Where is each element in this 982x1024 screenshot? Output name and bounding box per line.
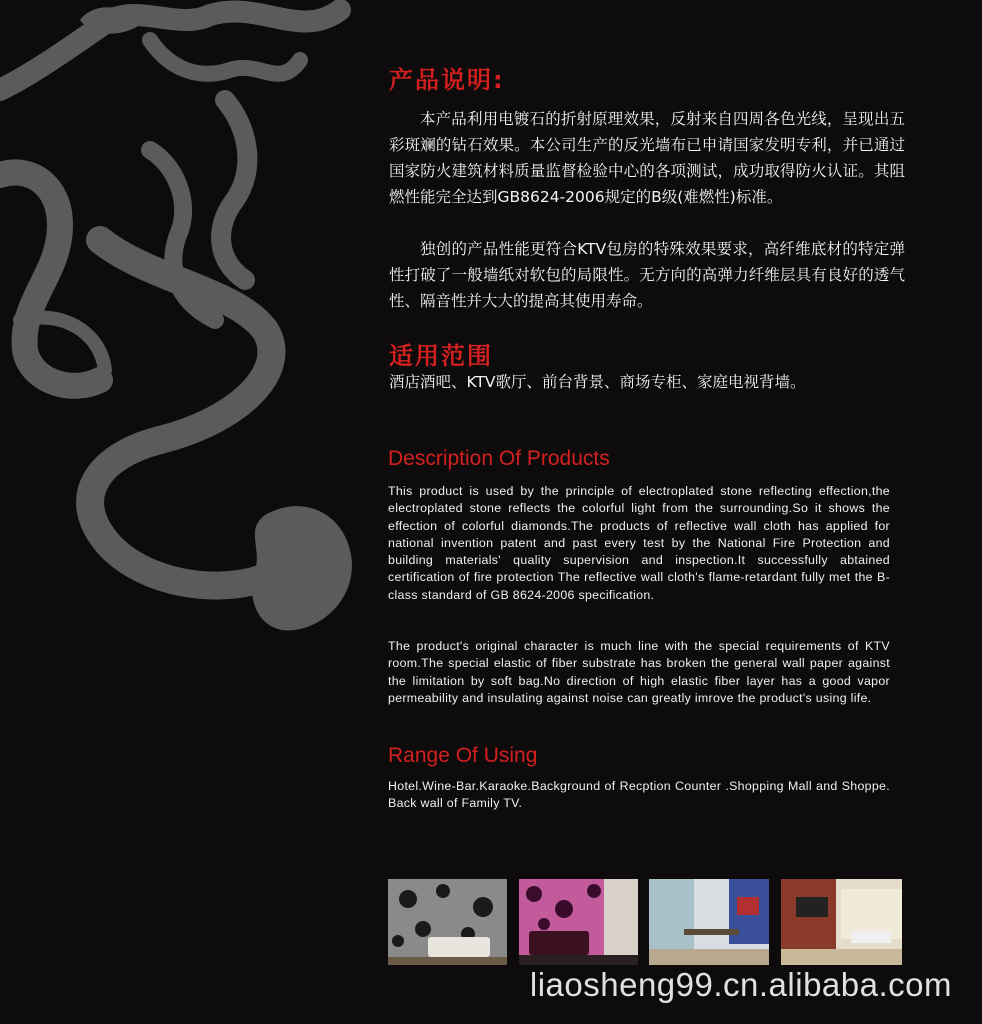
cn-product-description-para1: 本产品利用电镀石的折射原理效果，反射来自四周各色光线，呈现出五彩斑斓的钻石效果。本公司生产的反光墙布已申请国家发明专利，并已通过国家防火建筑材料质量监督检验中心的各项测试，成功取得防火认证。其阻燃性能完全达到GB8624-2006规定的B级(难燃性)标准。: [389, 110, 905, 206]
thumbnail-dining-room: [649, 879, 769, 965]
en-description-heading: Description Of Products: [388, 447, 610, 470]
en-description-para2: The product's original character is much line with the special requirements of KTV room.The special elastic of fiber substrate has broken the general wall paper against the limitation by soft bag.No direction of high elastic fiber layer has a good vapor permeability and insulating against noise can greatly imrove the product's using life.: [388, 639, 890, 705]
cn-range-heading: 适用范围: [389, 342, 493, 370]
room-thumbnails: [388, 879, 903, 965]
en-description-para1: This product is used by the principle of electroplated stone reflecting effection,the electroplated stone reflects the colorful light from the surrounding.So it shows the effection of colorful diamonds.The products of reflective wall cloth has applied for national invention patent and past every test by the National Fire Protection and building materials' quality supervision and inspection.It successfully abtained certification of fire protection The reflective wall cloth's flame-retardant fully met the B-class standard of GB 8624-2006 specification.: [388, 484, 890, 602]
en-range-text: Hotel.Wine-Bar.Karaoke.Background of Recption Counter .Shopping Mall and Shoppe. Back wall of Family TV.: [388, 779, 890, 811]
site-watermark: liaosheng99.cn.alibaba.com: [529, 966, 952, 1003]
en-range-heading: Range Of Using: [388, 744, 538, 767]
brush-stroke-decoration: [0, 0, 360, 650]
thumbnail-tv-living-room: [781, 879, 902, 965]
cn-product-description-para2: 独创的产品性能更符合KTV包房的特殊效果要求，高纤维底材的特定弹性打破了一般墙纸对软包的局限性。无方向的高弹力纤维层具有良好的透气性、隔音性并大大的提高其使用寿命。: [389, 240, 905, 310]
thumbnail-pink-room: [519, 879, 638, 965]
cn-range-text: 酒店酒吧、KTV歌厅、前台背景、商场专柜、家庭电视背墙。: [389, 373, 806, 391]
thumbnail-floral-living-room: [388, 879, 507, 965]
cn-product-description-heading: 产品说明:: [389, 66, 505, 94]
